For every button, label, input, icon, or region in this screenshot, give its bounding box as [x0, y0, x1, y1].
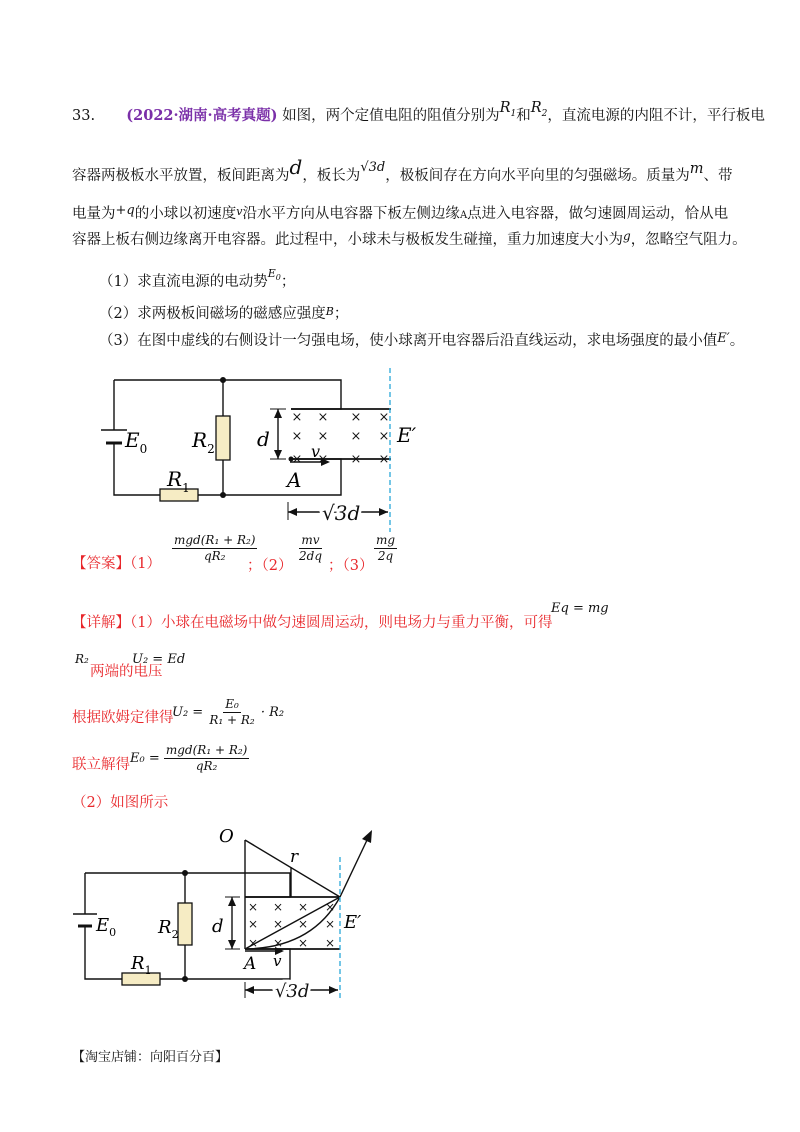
field-cross-mark: × [291, 429, 303, 444]
label-a: A [244, 954, 257, 974]
question-text: 点进入电容器，做匀速圆周运动，恰从电 [467, 206, 729, 222]
field-cross-mark: × [291, 410, 303, 425]
question-text: 的小球以初速度 [134, 206, 237, 222]
symbol-q: +q [115, 203, 135, 218]
field-cross-mark: × [378, 429, 390, 444]
symbol-r2: R [530, 100, 542, 116]
symbol-g: g [623, 229, 631, 243]
answer-part: （1） [130, 556, 161, 572]
junction-dot [182, 870, 188, 876]
field-cross-mark: × [272, 900, 284, 914]
label-r1: $R_1$ [167, 467, 190, 495]
label-e0: $E_0$ [96, 915, 117, 939]
question-text: （2）求两极板间磁场的磁感应强度 [99, 306, 326, 322]
symbol-r2: R₂ [75, 652, 89, 666]
label-e0: $E_0$ [125, 428, 148, 456]
wire [85, 873, 290, 897]
symbol-a: A [459, 210, 468, 221]
equation-u2-ed: U₂ = Ed [132, 652, 186, 667]
symbol-eprime: E′ [717, 331, 730, 346]
label-length: √3d [322, 501, 361, 525]
resistor-r1 [122, 973, 160, 985]
label-r2: $R_2$ [192, 428, 215, 456]
arrowhead [329, 986, 338, 994]
fraction-denominator: 2q [377, 549, 394, 563]
question-text: （1）求直流电源的电动势 [99, 274, 268, 290]
fraction-numerator: mg [376, 533, 396, 547]
label-a: A [287, 468, 302, 492]
field-cross-mark: × [350, 452, 362, 467]
symbol-length: √3d [360, 160, 386, 175]
question-number: 33. [72, 108, 96, 124]
question-text: 如图，两个定值电阻的阻值分别为 [282, 108, 500, 124]
question-text: 电量为 [72, 206, 116, 222]
question-text: ； [333, 306, 349, 322]
fraction-numerator: mgd(R₁ + R₂) [174, 533, 256, 547]
junction-dot [182, 976, 188, 982]
subquestion-1: （1）求直流电源的电动势$^{E_0}$； [99, 267, 296, 290]
label-d: d [212, 916, 224, 937]
field-cross-mark: × [378, 452, 390, 467]
question-text: ，直流电源的内阻不计，平行板电 [547, 108, 765, 124]
detail-text: （1）小球在电磁场中做匀速圆周运动，则电场力与重力平衡，可得 [130, 615, 553, 631]
arrowhead [245, 986, 254, 994]
question-source: (2022·湖南·高考真题) [126, 107, 278, 124]
question-text: ，忽略空气阻力。 [630, 232, 747, 248]
question-text: （3）在图中虚线的右侧设计一匀强电场，使小球离开电容器后沿直线运动，求电场强度的最小值 [99, 333, 718, 349]
label-eprime: E′ [397, 423, 417, 447]
equation-part: E₀ = [130, 751, 160, 766]
label-length: √3d [275, 981, 310, 1002]
label-o: O [219, 826, 234, 847]
field-cross-mark: × [317, 429, 329, 444]
field-cross-mark: × [324, 917, 336, 931]
label-v: v [273, 952, 282, 970]
question-text: 、带 [703, 168, 733, 184]
symbol-e0: E [267, 267, 276, 280]
arrowhead [362, 830, 372, 843]
field-cross-mark: × [350, 429, 362, 444]
exit-trajectory-arrow [340, 838, 368, 897]
field-cross-mark: × [297, 900, 309, 914]
question-text: ，板长为 [302, 168, 361, 184]
fraction-numerator: E₀ [225, 697, 239, 711]
field-cross-mark: × [324, 936, 336, 950]
question-text: 容器两极板水平放置，板间距离为 [72, 168, 290, 184]
label-r1: $R_1$ [131, 953, 152, 977]
arrowhead [228, 897, 236, 906]
label-r2: $R_2$ [158, 917, 179, 941]
detail-line-3: 根据欧姆定律得 [72, 710, 174, 726]
label-r: r [290, 847, 299, 867]
field-cross-mark: × [317, 410, 329, 425]
field-cross-mark: × [350, 410, 362, 425]
label-d: d [257, 427, 270, 451]
resistor-r2 [178, 903, 192, 945]
symbol-b: B [325, 305, 334, 318]
fraction-numerator: mgd(R₁ + R₂) [165, 743, 248, 757]
question-text: 。 [729, 333, 745, 349]
question-text: 沿水平方向从电容器下板左侧边缘 [242, 206, 460, 222]
field-cross-mark: × [247, 936, 259, 950]
field-cross-mark: × [297, 917, 309, 931]
equation-eq-mg: Eq = mg [551, 601, 609, 616]
question-text: ； [280, 274, 296, 290]
fraction-numerator: mv [301, 533, 320, 547]
footer-note: 【淘宝店铺：向阳百分百】 [72, 1050, 229, 1065]
label-v: v [311, 442, 321, 461]
symbol-m: m [689, 161, 704, 177]
equation-part: · R₂ [260, 705, 285, 720]
symbol-d: d [289, 155, 303, 179]
label-eprime: E′ [344, 912, 362, 933]
detail-line-2: 两端的电压 [90, 664, 163, 680]
field-cross-mark: × [272, 917, 284, 931]
question-text: 和 [516, 108, 531, 124]
answer-separator: ；（3） [328, 558, 374, 574]
arrowhead [228, 940, 236, 949]
equation-part: U₂ = [172, 705, 204, 720]
fraction-denominator: qR₂ [195, 759, 218, 773]
detail-tag: 【详解】 [72, 615, 130, 631]
fraction-denominator: 2dq [299, 549, 322, 563]
field-cross-mark: × [291, 452, 303, 467]
detail-line-4: 联立解得 [72, 757, 130, 773]
question-line-1: 33. (2022·湖南·高考真题) 如图，两个定值电阻的阻值分别为$R_1$和$R_2$，直流电源的内阻不计，平行板电 [72, 100, 765, 124]
question-text: ，极板间存在方向水平向里的匀强磁场。质量为 [385, 168, 690, 184]
field-cross-mark: × [247, 917, 259, 931]
wire [160, 949, 290, 979]
fraction-denominator: R₁ + R₂ [209, 713, 255, 727]
field-cross-mark: × [272, 936, 284, 950]
answer-tag: 【答案】 [72, 556, 130, 572]
field-cross-mark: × [317, 452, 329, 467]
fraction-denominator: qR₂ [203, 549, 226, 563]
field-cross-mark: × [378, 410, 390, 425]
symbol-r1: R [499, 100, 511, 116]
field-cross-mark: × [247, 900, 259, 914]
answer-separator: ；（2） [247, 558, 293, 574]
question-text: 容器上板右侧边缘离开电容器。此过程中，小球未与极板发生碰撞，重力加速度大小为 [72, 232, 623, 248]
detail-line-5: （2）如图所示 [72, 795, 169, 811]
symbol-v: v [236, 205, 243, 218]
field-cross-mark: × [324, 900, 336, 914]
field-cross-mark: × [297, 936, 309, 950]
